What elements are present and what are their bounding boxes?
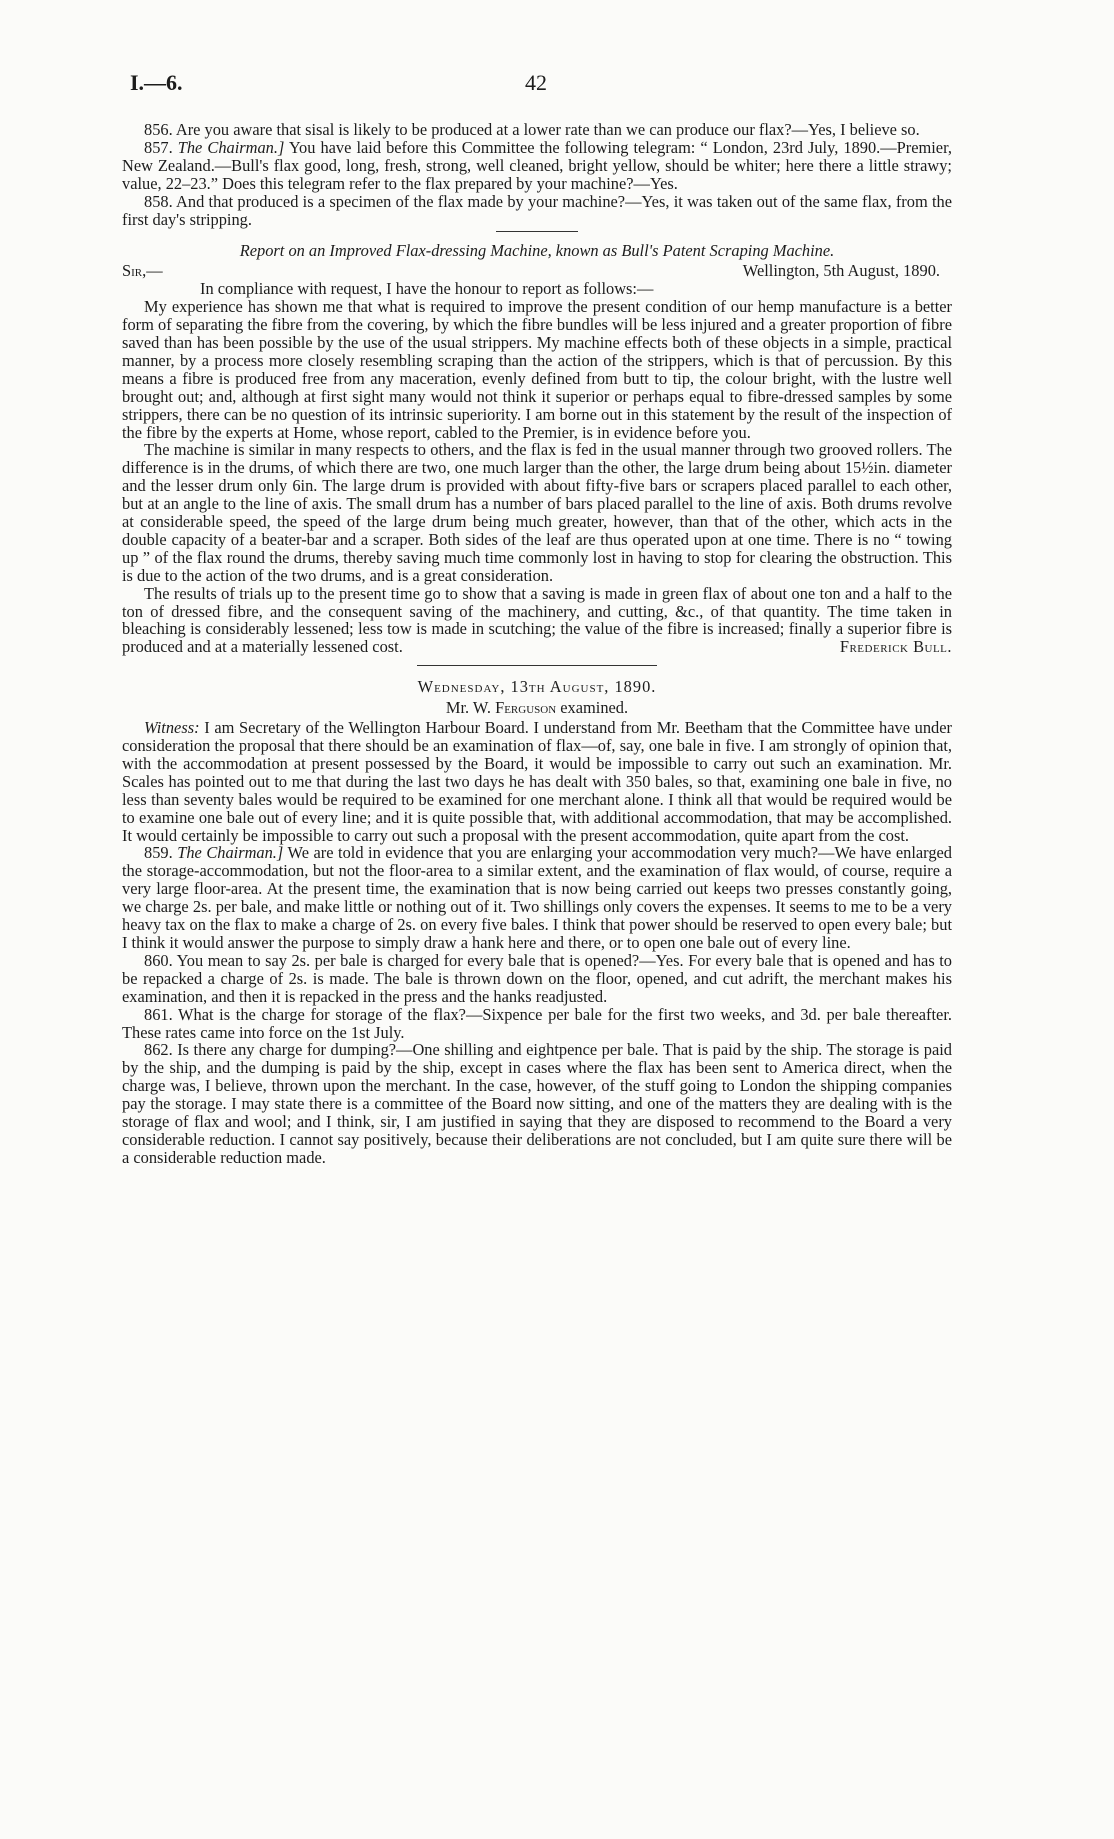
question-857 [122,139,952,193]
letter-heading [122,262,952,280]
statement-text: I am Secretary of the Wellington Harbour Board. I understand from Mr. Beetham that the Committee have under consideration the proposal that there should be an examination of flax—of, say, one bale in five. I am strongly of opinion that, with the accommodation at present possessed by the Board, it would be impossible to carry out such an examination. Mr. Scales has pointed out to me that during the last two days he has dealt with 350 bales, so that, examining one bale in five, no less than seventy bales would be required to be examined for one merchant alone. I think all that would be required would be to examine one bale out of every line; and it is quite possible that, with additional accommodation, that may be accomplished. It would certainly be impossible to carry out such a proposal with the present accommodation, quite apart from the cost. [122,718,952,845]
report-paragraph-final [122,585,952,657]
page-body [122,121,952,1167]
document-code: I.—6. [130,70,183,95]
witness-examined: examined. [560,698,629,718]
salutation: Sir,— [122,261,163,281]
question-text: We are told in evidence that you are enlarging your accommodation very much?—We have enlarged the storage-accommodation, but not the floor-area to a similar extent, and the examination of flax would, of course, require a very large floor-area. At the present time, the examination that is now being carried out keeps two presses constantly going, we charge 2s. per bale, and make little or nothing out of it. Two shillings only covers the expenses. It seems to me to be a very heavy tax on the flax to make a charge of 2s. on every five bales. I think that power should be reserved to open every bale; but I think it would answer the purpose to simply draw a hank here and there, or to open one bale out of every line. [122,843,952,952]
section-divider [496,231,578,232]
question-number: 857. [144,137,173,157]
report-title: Report on an Improved Flax-dressing Machine, known as Bull's Patent Scraping Machine. [239,241,835,261]
question-859 [122,844,952,951]
page-header [130,70,950,100]
witness-statement [122,719,952,844]
question-858: 858. And that produced is a specimen of the flax made by your machine?—Yes, it was taken out of the same flax, from the first day's stripping. [122,191,952,229]
witness-name: Ferguson [495,698,557,718]
page-number: 42 [525,70,547,95]
session-date: Wednesday, 13th August, 1890. [417,677,657,697]
question-861: 861. What is the charge for storage of the flax?—Sixpence per bale for the first two weeks, and 3d. per bale thereafter. These rates came into force on the 1st July. [122,1004,952,1042]
question-number: 859. [144,843,173,863]
place-date: Wellington, 5th August, 1890. [742,261,940,281]
witness-prefix: Mr. W. [445,698,491,718]
question-856: 856. Are you aware that sisal is likely to be produced at a lower rate than we can produce our flax?—Yes, I believe so. [144,120,920,139]
report-opening: In compliance with request, I have the honour to report as follows:— [200,279,654,299]
witness-heading [122,699,952,717]
speaker-label: The Chairman.] [177,843,284,863]
report-paragraph: My experience has shown me that what is required to improve the present condition of our hemp manufacture is a better form of separating the fibre from the covering, by which the fibre bundles will be less injured and a greater proportion of fibre saved than has been possible by the use of the usual strippers. My machine effects both of these objects in a simple, practical manner, by a process more closely resembling scraping than the action of the strippers, which is that of percussion. By this means a fibre is produced free from any maceration, evenly defined from butt to tip, the colour bright, with the lustre well brought out; and, although at first sight many would not think it superior or perhaps equal to fibre-dressed samples by some strippers, there can be no question of its intrinsic superiority. I am borne out in this statement by the result of the inspection of the fibre by the experts at Home, whose report, cabled to the Premier, is in evidence before you. [122,297,952,442]
section-divider [417,665,657,666]
speaker-label: The Chairman.] [177,137,285,157]
question-862: 862. Is there any charge for dumping?—One shilling and eightpence per bale. That is paid by the ship. The storage is paid by the ship, and the dumping is paid by the ship, except in cases where the flax has been sent to America direct, when the charge was, I believe, thrown upon the merchant. In the case, however, of the stuff going to London the shipping companies pay the storage. I may state there is a committee of the Board now sitting, and one of the matters they are dealing with is the storage of flax and wool; and I think, sir, I am justified in saying that they are disposed to recommend to the Board a very considerable reduction. I cannot say positively, because their deliberations are not concluded, but I am quite sure there will be a considerable reduction made. [122,1040,952,1167]
report-final-text: The results of trials up to the present time go to show that a saving is made in green flax of about one ton and a half to the ton of dressed fibre, and the consequent saving of the machinery, and cutting, &c., of that quantity. The time taken in bleaching is considerably lessened; less tow is made in scutching; the value of the fibre is increased; finally a superior fibre is produced and at a materially lessened cost. [122,583,952,657]
question-text: You have laid before this Committee the following telegram: “ London, 23rd July, 1890.—Premier, New Zealand.—Bull's flax good, long, fresh, strong, well cleaned, bright yellow, should be whiter; here there a little strawy; value, 22–23.” Does this telegram refer to the flax prepared by your machine?—Yes. [122,137,952,193]
report-paragraph: The machine is similar in many respects to others, and the flax is fed in the usual manner through two grooved rollers. The difference is in the drums, of which there are two, one much larger than the other, the large drum being about 15½in. diameter and the lesser drum only 6in. The large drum is provided with about fifty-five bars or scrapers placed parallel to each other, but at an angle to the line of axis. The small drum has a number of bars placed parallel to the line of axis. Both drums revolve at considerable speed, the speed of the large drum being much greater, however, than that of the other, which acts in the double capacity of a beater-bar and a scraper. Both sides of the leaf are thus operated upon at one time. There is no “ towing up ” of the flax round the drums, thereby saving much time commonly lost in having to stop for clearing the obstruction. This is due to the action of the two drums, and is a great consideration. [122,440,952,585]
witness-label: Witness: [144,718,200,738]
signature: Frederick Bull. [839,637,952,657]
question-860: 860. You mean to say 2s. per bale is charged for every bale that is opened?—Yes. For every bale that is opened and has to be repacked a charge of 2s. is made. The bale is thrown down on the floor, opened, and cut adrift, the merchant makes his examination, and then it is repacked in the press and the hanks readjusted. [122,950,952,1006]
